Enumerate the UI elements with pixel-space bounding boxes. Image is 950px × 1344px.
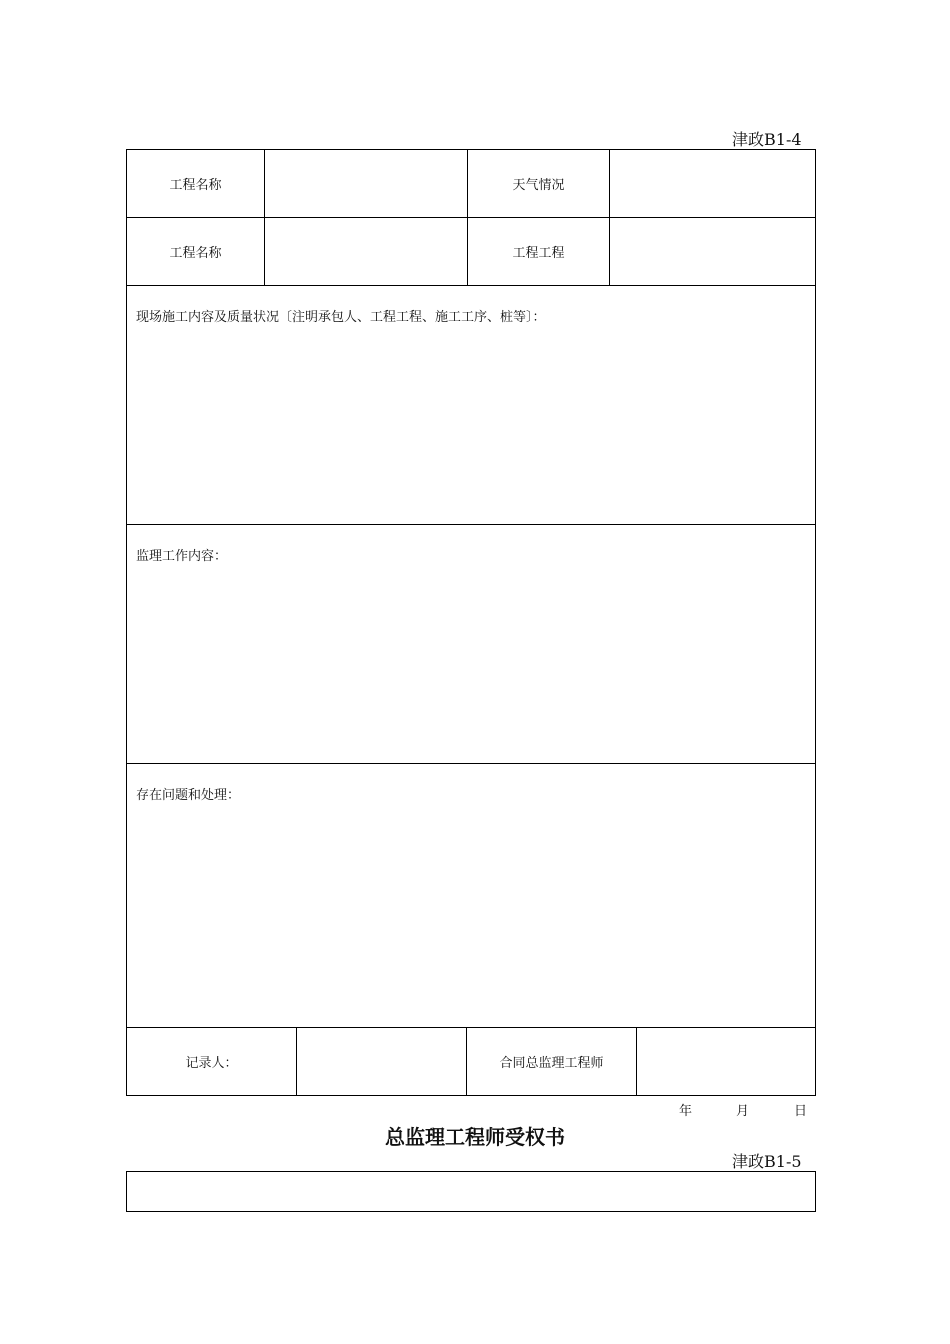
supervision-log-form xyxy=(126,149,816,1096)
date-day: 日 xyxy=(794,1104,808,1119)
issues-section xyxy=(127,763,815,1027)
project-item-field[interactable] xyxy=(609,218,815,285)
construction-section xyxy=(127,285,815,524)
form-code-b1-4: 津政B1-4 xyxy=(732,130,802,149)
date-year: 年 xyxy=(679,1104,693,1119)
construction-content-label: 现场施工内容及质量状况〔注明承包人、工程工程、施工工序、桩等〕： xyxy=(136,310,546,325)
project-item-label: 工程工程 xyxy=(467,218,609,285)
signature-row xyxy=(127,1027,815,1095)
issues-content-label: 存在问题和处理： xyxy=(136,788,241,803)
chief-engineer-label: 合同总监理工程师 xyxy=(466,1028,636,1095)
form-row-project-weather xyxy=(127,150,815,217)
weather-field[interactable] xyxy=(609,150,815,217)
date-month: 月 xyxy=(736,1104,750,1119)
chief-engineer-field[interactable] xyxy=(636,1028,815,1095)
supervision-section xyxy=(127,524,815,763)
project-name-label-2: 工程名称 xyxy=(169,246,222,261)
project-name-field-2[interactable] xyxy=(264,218,467,285)
project-name-field[interactable] xyxy=(264,150,467,217)
supervision-content-label: 监理工作内容： xyxy=(136,549,228,564)
form-row-project-item xyxy=(127,217,815,285)
project-name-label: 工程名称 xyxy=(169,178,222,193)
form-code-b1-5: 津政B1-5 xyxy=(732,1152,802,1171)
recorder-label: 记录人： xyxy=(185,1056,238,1071)
authorization-title: 总监理工程师受权书 xyxy=(385,1125,565,1149)
authorization-table xyxy=(126,1171,816,1212)
weather-label: 天气情况 xyxy=(467,150,609,217)
recorder-field[interactable] xyxy=(296,1028,466,1095)
